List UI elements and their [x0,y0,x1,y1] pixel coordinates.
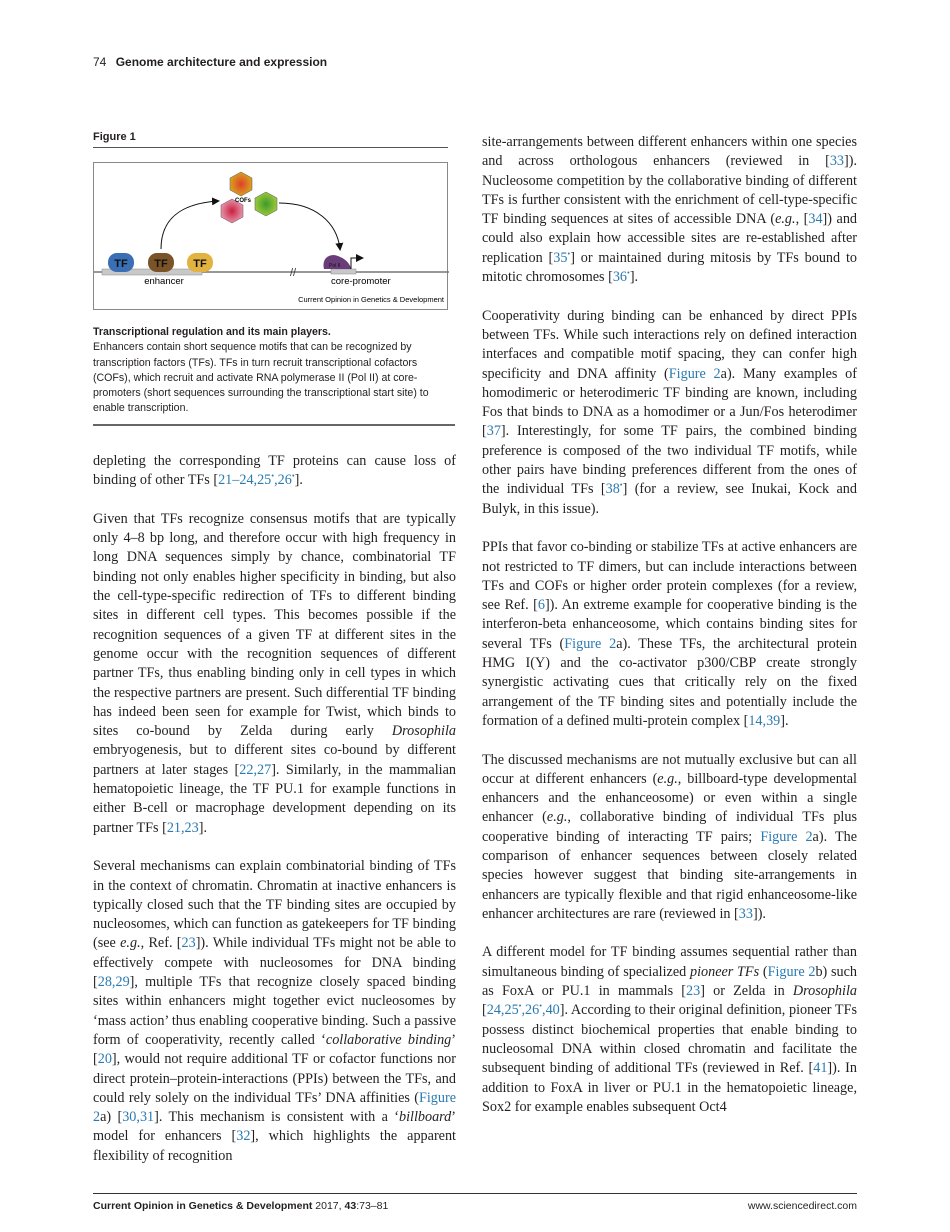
promoter-region [331,269,356,274]
reference-link[interactable]: 28,29 [97,974,130,991]
text-run: site-arrangements between different enhancers within one species and across orthologous enhancers (reviewed in [ [482,134,857,170]
reference-link[interactable]: 41 [813,1060,828,1077]
text-run: depleting the corresponding TF proteins can cause loss of binding of other TFs [ [93,453,456,489]
text-run: a). Many examples of homodimeric or heterodimeric TF binding are known, including Fos that binds to DNA as a homodimer or a Jun/Fos heterodimer [ [482,365,857,440]
text-run: ], would not require additional TF or cofactor functions nor direct protein–protein-interactions (PPIs) between the TFs, and could rely solely on the individual TFs’ DNA affinities ( [93,1051,456,1106]
text-run: ]). An extreme example for cooperative binding is the interferon-beta enhanceosome, which contains binding sites for several TFs ( [482,597,857,652]
italic-text: billboard [398,1109,452,1126]
tf-3 [187,253,213,272]
reference-link[interactable]: ,26 [274,472,292,489]
text-run: [ [482,1002,487,1019]
text-run: a) [ [100,1109,123,1126]
reference-link[interactable]: 22,27 [239,761,272,778]
text-run: ]. Similarly, in the mammalian hematopoietic lineage, the TF PU.1 for example functions in either B-cell or macrophage development depending on its partner TFs [ [93,761,456,836]
reference-link[interactable]: 34 [808,211,823,228]
figure-credit: Current Opinion in Genetics & Development [298,295,444,304]
text-run: , billboard-type developmental enhancers and the enhanceosome) or even within a single enhancer ( [482,770,857,826]
text-run: ’ [ [93,1031,456,1068]
recommended-marker: • [567,249,571,259]
polii-label: Pol II [329,263,341,269]
body-paragraph [93,857,456,1166]
text-run: a). These TFs, the architectural protein HMG I(Y) and the co-activator p300/CBP create strongly synergistic activating cues that critically rely on the fixed arrangement of the TF binding sites and potentially include the formation of a defined multi-protein complex [ [482,635,858,729]
pages: :73–81 [356,1200,389,1212]
text-run: Several mechanisms can explain combinatorial binding of TFs in the context of chromatin. Chromatin at inactive enhancers is typically closed such that the TF binding sites are occupied by nucleosomes, which can function as gatekeepers for TF binding (see [93,858,456,952]
italic-text: e.g. [546,809,568,826]
recommended-marker: • [291,471,295,481]
italic-text: collaborative binding [325,1031,452,1048]
tf-1 [108,253,134,272]
italic-text: e.g. [657,770,678,787]
italic-text: pioneer TFs [689,963,760,980]
recommended-marker: • [539,1001,543,1011]
text-run: ]. [629,269,639,286]
body-paragraph [482,133,857,287]
italic-text: Drosophila [792,983,857,1000]
page-number: 74 [93,55,107,69]
text-run: ], multiple TFs that recognize closely spaced binding sites within enhancers might together evict nucleosomes by ‘mass action’ thus enabling cooperative binding. Such a passive form of cooperativity, recently called ‘ [93,974,456,1048]
body-paragraph [93,452,456,491]
reference-link[interactable]: 14,39 [748,712,781,729]
text-run: ]. [294,472,303,489]
text-run: ]). In addition to FoxA in liver or PU.1 in the hematopoietic lineage, Sox2 for example enables subsequent Oct4 [482,1060,857,1115]
promoter-label: core-promoter [331,276,391,287]
text-run: ]. [780,712,789,729]
text-run: ]). Nucleosome competition by the collaborative binding of different TFs is further consistent with the enrichment of cell-type-specific TF binding sequences at sites of accessible DNA ( [482,153,857,228]
enhancer-label: enhancer [144,276,184,287]
text-run: , [ [795,211,809,228]
reference-link[interactable]: Figure 2 [668,365,721,382]
reference-link[interactable]: 33 [829,153,844,170]
text-run: ]). While individual TFs might not be able to effectively compete with nucleosomes for DNA binding [ [93,935,456,991]
left-column [93,452,456,1185]
text-run: ], which highlights the apparent flexibility of recognition [93,1128,456,1164]
reference-link[interactable]: 20 [97,1051,112,1068]
reference-link[interactable]: 21–24,25 [218,472,272,489]
caption-rule [93,424,455,426]
reference-link[interactable]: 36 [612,269,628,286]
text-run: ]. This mechanism is consistent with a ‘ [154,1109,399,1126]
cof-hexagon [255,192,277,216]
tf-label: TF [193,258,207,270]
tf-2 [148,253,174,272]
text-run: Given that TFs recognize consensus motifs that are typically only 4–8 bp long, and therefore occur with high frequency in long DNA sequences simply by chance, combinatorial TF binding not only enables higher specificity in binding, but also the cell-type-specific redirection of TFs to different binding sites in different cell types. This becomes possible if the recognition sequences of a given TF at different sites in the genome occur with the recognition sequences of different partner TFs, thus enabling binding only in cell types in which the respective partners are present. Such differential TF binding has indeed been seen for example for Twist, which binds to sites co-bound by Zelda during early [93,510,456,740]
recommended-marker: • [619,480,623,490]
body-paragraph [482,751,857,925]
text-run: b) such as FoxA or PU.1 in mammals [ [482,963,858,1000]
text-run: PPIs that favor co-binding or stabilize TFs at active enhancers are not restricted to TF dimers, but can include interactions between TFs and COFs or higher order protein complexes (for a review, see Ref. [ [482,539,857,614]
recommended-marker: • [271,471,275,481]
text-run: , Ref. [ [140,935,182,952]
activate-arrow [279,203,340,249]
italic-text: e.g. [775,211,796,228]
reference-link[interactable]: Figure 2 [93,1089,456,1126]
text-run: A different model for TF binding assumes sequential rather than simultaneous binding of specialized [482,944,857,980]
reference-link[interactable]: 24,25 [486,1002,519,1019]
year: 2017, [312,1200,345,1212]
italic-text: e.g. [120,935,141,952]
reference-link[interactable]: 21,23 [166,819,199,836]
figure-1 [93,162,448,310]
figure-label: Figure 1 [93,131,136,143]
recruit-arrow [161,201,218,249]
text-run: Cooperativity during binding can be enhanced by direct PPIs between TFs. While such interactions rely on defined interaction interfaces and compatible motif spacing, they can confer high specificity and DNA affinity ( [482,307,857,382]
figure-caption [93,325,453,417]
cofs-label: COFs [235,198,252,204]
body-paragraph [482,307,857,519]
text-run: ] or Zelda in [700,983,793,1000]
reference-link[interactable]: 30,31 [122,1109,155,1126]
italic-text: Drosophila [391,723,456,740]
text-run: ]) and could also explain how accessible sites are re-established after replication [ [482,211,858,266]
text-run: , collaborative binding of individual TFs plus cooperative binding of interacting TF pairs; [482,809,857,845]
journal-name: Current Opinion in Genetics & Development [93,1200,313,1212]
reference-link[interactable]: Figure 2 [767,963,816,980]
text-run: ]. According to their original definition, pioneer TFs possess distinct biochemical properties that enable binding to nucleosomal DNA within closed chromatin and facilitate the subsequent binding of additional TFs (reviewed in Ref. [ [482,1002,857,1077]
figure-rule [93,147,448,148]
reference-link[interactable]: 38 [605,481,620,498]
text-run: a). The comparison of enhancer sequences between closely related species however suggest that binding site-arrangements in enhancers are typically flexible and that rigid enhanceosome-like enhancer architectures are rare (reviewed in [ [482,828,857,922]
right-column [482,133,857,1136]
reference-link[interactable]: 23 [181,935,196,952]
text-run: embryogenesis, but to different sites co-bound by different partners at later stages [ [93,742,456,778]
cof-hexagon [230,172,252,196]
reference-link[interactable]: 35 [553,249,568,266]
text-run: The discussed mechanisms are not mutually exclusive but can all occur at different enhancers ( [482,751,857,787]
body-paragraph [482,943,857,1117]
text-run: ]. [198,819,208,836]
text-run: ]). [752,905,766,922]
tf-label: TF [114,258,128,270]
section-title: Genome architecture and expression [115,55,328,69]
reference-link[interactable]: 6 [537,597,545,614]
recommended-marker: • [518,1001,522,1011]
text-run: ] (for a review, see Inukai, Kock and Bulyk, in this issue). [482,481,857,517]
text-run: ]. Interestingly, for some TF pairs, the combined binding preference is composed of the two individual TF motifs, while other pairs have binding preferences different from the ones of the individual TFs [ [482,423,857,498]
reference-link[interactable]: 33 [738,905,753,922]
reference-link[interactable]: 23 [686,983,701,1000]
volume: 43 [344,1200,357,1212]
tf-label: TF [154,258,168,270]
footer [93,1200,857,1212]
reference-link[interactable]: Figure 2 [564,635,617,652]
tss-arrow [351,258,362,269]
reference-link[interactable]: ,40 [542,1002,560,1019]
caption-text: Enhancers contain short sequence motifs that can be recognized by transcription factors (TFs). TFs in turn recruit transcriptional cofactors (COFs), which recruit and activate RNA polymerase II (Pol II) at core-promoters (short sequences surrounding the transcriptional start site) to enable transcription. [93,341,429,415]
reference-link[interactable]: ,26 [521,1002,540,1019]
reference-link[interactable]: Figure 2 [760,828,813,845]
footer-rule [93,1193,857,1194]
reference-link[interactable]: 32 [236,1128,251,1145]
body-paragraph [482,538,857,731]
text-run: ] or maintained during mitosis by TFs bound to mitotic chromosomes [ [482,249,857,286]
reference-link[interactable]: 37 [486,423,501,440]
break-mark: // [290,267,297,279]
website-link[interactable]: www.sciencedirect.com [747,1200,857,1212]
running-header [93,55,327,69]
caption-title: Transcriptional regulation and its main players. [93,326,331,338]
recommended-marker: • [627,268,630,278]
text-run: ( [759,963,768,980]
body-paragraph [93,510,456,838]
text-run: ’ model for enhancers [ [93,1109,456,1145]
